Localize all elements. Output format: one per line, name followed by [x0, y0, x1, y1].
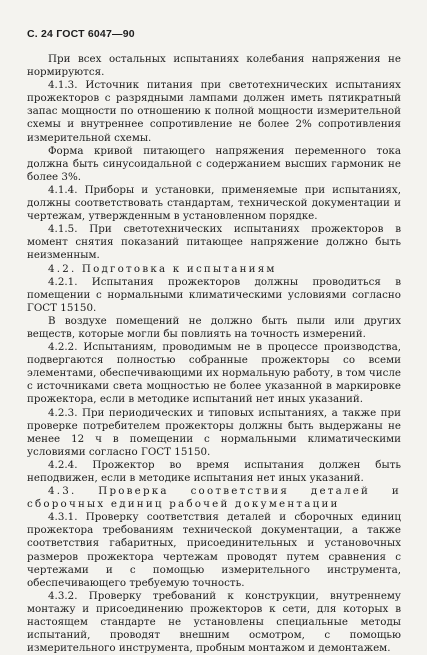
section-heading: 4.3. Проверка соответствия деталей и сборочных единиц рабочей документации — [27, 485, 401, 511]
paragraph: 4.1.5. При светотехнических испытаниях прожекторов в момент снятия показаний питающее напряжение должно быть неизменным. — [27, 223, 401, 262]
paragraph: 4.2.1. Испытания прожекторов должны проводиться в помещении с нормальными климатическими условиями согласно ГОСТ 15150. — [27, 275, 401, 314]
page-header: С. 24 ГОСТ 6047—90 — [27, 28, 135, 40]
paragraph: При всех остальных испытаниях колебания напряжения не нормируются. — [27, 53, 401, 79]
paragraph: 4.2.4. Прожектор во время испытания должен быть неподвижен, если в методике испытания нет иных указаний. — [27, 458, 401, 484]
paragraph: 4.3.2. Проверку требований к конструкции, внутреннему монтажу и присоединению прожекторов к сети, для которых в настоящем стандарте не установлены специальные методы испытаний, проводят внешним осмотром, с помощью измерительного инструмента, пробным монтажом и демонтажем. — [27, 589, 401, 655]
paragraph: Форма кривой питающего напряжения переменного тока должна быть синусоидальной с содержанием высших гармоник не более 3%. — [27, 144, 401, 183]
paragraph: 4.3.1. Проверку соответствия деталей и сборочных единиц прожектора требованиям технической документации, а также соответствия габаритных, присоединительных и установочных размеров прожектора чертежам проводят путем сравнения с чертежами и с помощью измерительного инструмента, обеспечивающего требуемую точность. — [27, 511, 401, 589]
page-body — [27, 53, 401, 655]
section-heading: 4.2. Подготовка к испытаниям — [48, 262, 277, 275]
paragraph: 4.2.2. Испытаниям, проводимым не в процессе производства, подвергаются полностью собранные прожекторы со всеми элементами, обеспечивающими их нормальную работу, в том числе с источниками света мощностью не более указанной в маркировке прожектора, если в методике испытаний нет иных указаний. — [27, 341, 401, 406]
paragraph: 4.1.4. Приборы и установки, применяемые при испытаниях, должны соответствовать стандартам, технической документации и чертежам, утвержденным в установленном порядке. — [27, 183, 401, 223]
paragraph: В воздухе помещений не должно быть пыли или других веществ, которые могли бы повлиять на точность измерений. — [27, 314, 401, 340]
paragraph: 4.2.3. При периодических и типовых испытаниях, а также при проверке потребителем прожекторы должны быть выдержаны не менее 12 ч в помещении с нормальными климатическими условиями согласно ГОСТ 15150. — [27, 406, 401, 458]
paragraph: 4.1.3. Источник питания при светотехнических испытаниях прожекторов с разрядными лампами должен иметь пятикратный запас мощности по отношению к полной мощности измерительной схемы и внутреннее сопротивление не более 2% сопротивления измерительной схемы. — [27, 79, 401, 144]
